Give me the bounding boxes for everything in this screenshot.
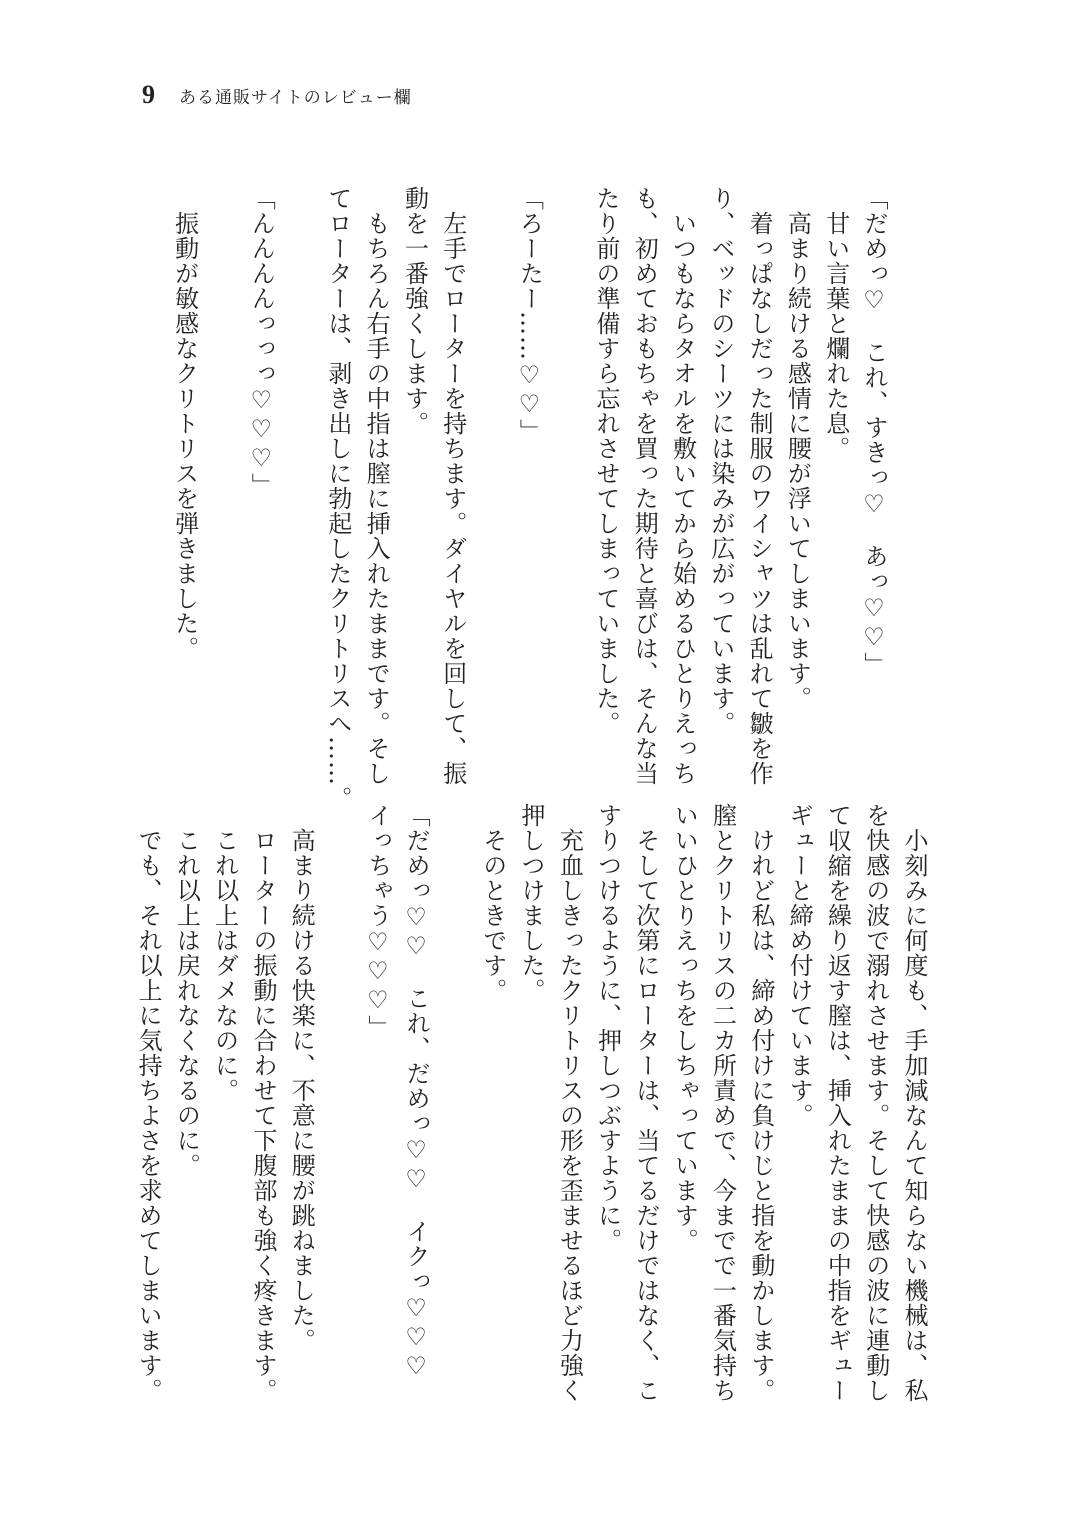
text-line: り、ベッドのシーツには染みが広がっています。 xyxy=(706,186,735,736)
text-line xyxy=(435,803,473,1393)
text-line xyxy=(548,186,586,776)
chapter-title: ある通販サイトのレビュー欄 xyxy=(179,88,412,108)
page-number: 9 xyxy=(142,80,155,109)
text-line: たり前の準備すら忘れさせてしまっていました。 xyxy=(591,186,620,736)
text-line: そして次第にローターは、当てるだけではなく、こ xyxy=(631,803,660,1403)
text-line: 振動が敏感なクリトリスを弾きました。 xyxy=(170,186,199,661)
text-line: 小刻みに何度も、手加減なんて知らない機械は、私 xyxy=(900,803,928,1403)
text-line: もちろん右手の中指は膣に挿入れたままです。そし xyxy=(362,186,391,786)
text-line: すりつけるように、押しつぶすように。 xyxy=(593,803,622,1253)
text-line: 「だめっ♡ これ、すきっ♡ あっ♡♡」 xyxy=(860,186,888,677)
text-line xyxy=(280,186,318,776)
text-line: いつもならタオルを敷いてから始めるひとりえっち xyxy=(668,186,697,786)
text-line: てローターは、剥き出しに勃起したクリトリスへ……。 xyxy=(323,186,352,811)
text-line: 「んんんんっっっ♡♡♡」 xyxy=(247,186,276,498)
text-line: 「ろーたー……♡♡」 xyxy=(515,186,544,444)
text-line: そのときです。 xyxy=(478,803,507,1003)
text-line: いいひとりえっちをしちゃっています。 xyxy=(670,803,699,1253)
text-line xyxy=(204,186,242,776)
text-line: 甘い言葉と爛れた息。 xyxy=(821,186,850,461)
text-line: 左手でローターを持ちます。ダイヤルを回して、振 xyxy=(438,186,467,786)
lower-text-block xyxy=(129,803,933,1403)
running-header xyxy=(142,80,412,110)
upper-text-block xyxy=(165,186,893,811)
text-line: を快感の波で溺れさせます。そして快感の波に連動し xyxy=(861,803,890,1403)
text-line: これ以上はダメなのに。 xyxy=(210,803,239,1103)
text-line: 高まり続ける感情に腰が浮いてしまいます。 xyxy=(783,186,812,711)
text-line: 「だめっ♡♡ これ、だめっ♡♡ イクっ♡♡♡ xyxy=(402,803,431,1381)
text-line: 着っぱなしだった制服のワイシャツは乱れて皺を作 xyxy=(745,186,774,786)
text-line: 動を一番強くします。 xyxy=(400,186,429,436)
text-line: 高まり続ける快楽に、不意に腰が跳ねました。 xyxy=(287,803,316,1353)
text-line: も、初めておもちゃを買った期待と喜びは、そんな当 xyxy=(630,186,659,786)
text-line: 膣とクリトリスの二カ所責めで、今までで一番気持ち xyxy=(708,803,737,1403)
text-line: ギューと締め付けています。 xyxy=(785,803,814,1128)
text-line: けれど私は、締め付けに負けじと指を動かします。 xyxy=(746,803,775,1403)
text-line xyxy=(320,803,358,1393)
text-line: て収縮を繰り返す膣は、挿入れたままの中指をギュー xyxy=(823,803,852,1403)
text-line xyxy=(472,186,510,776)
text-line: 押しつけました。 xyxy=(517,803,546,1003)
text-line: ローターの振動に合わせて下腹部も強く疼きます。 xyxy=(248,803,277,1403)
text-line: でも、それ以上に気持ちよさを求めてしまいます。 xyxy=(134,803,163,1403)
text-line: これ以上は戻れなくなるのに。 xyxy=(172,803,201,1178)
text-line: 充血しきったクリトリスの形を歪ませるほど力強く xyxy=(555,803,584,1403)
text-line: イっちゃう♡♡♡」 xyxy=(363,803,392,1040)
